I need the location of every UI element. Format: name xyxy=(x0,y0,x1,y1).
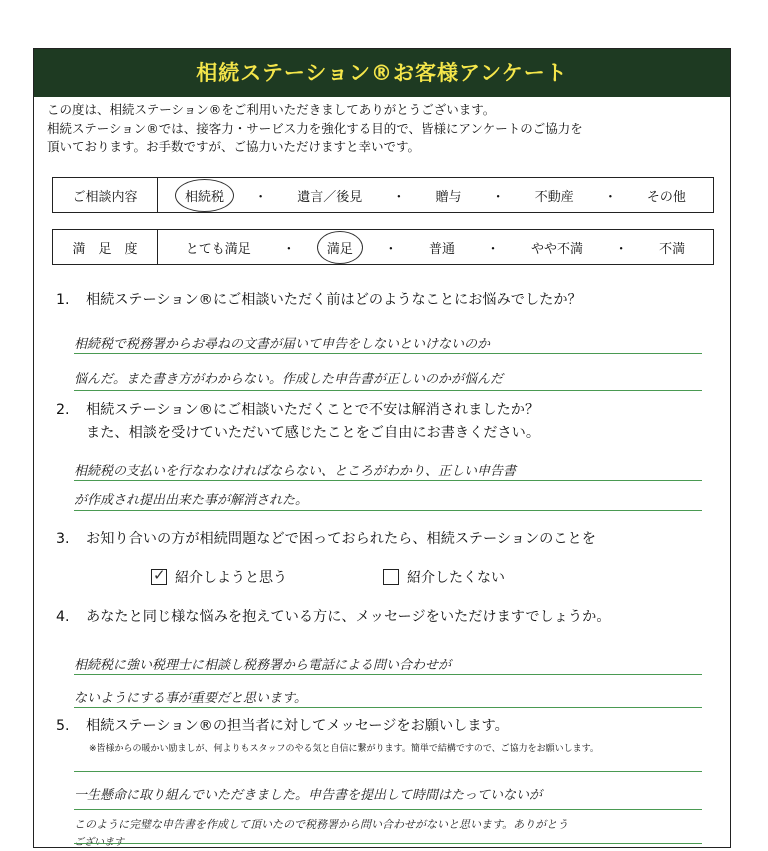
separator-dot: ・ xyxy=(603,189,617,205)
answer-rule xyxy=(74,353,702,354)
choice-not-recommend[interactable] xyxy=(383,567,505,587)
choice-not-recommend-label: 紹介したくない xyxy=(407,570,505,586)
answer-rule xyxy=(74,390,702,391)
answer-rule xyxy=(74,674,702,675)
answer-1-line-2[interactable]: 悩んだ。また書き方がわからない。作成した申告書が正しいのかが悩んだ xyxy=(74,372,504,387)
question-4 xyxy=(56,606,726,629)
option-neutral[interactable]: 普通 xyxy=(428,241,455,257)
intro-text xyxy=(47,101,722,157)
intro-line: この度は、相続ステーション®をご利用いただきましてありがとうございます。 xyxy=(47,102,496,117)
answer-rule xyxy=(74,480,702,481)
question-text: 相続ステーション®にご相談いただく前はどのようなことにお悩みでしたか？ xyxy=(86,292,582,308)
answer-1-line-1[interactable]: 相続税で税務署からお尋ねの文書が届いて申告をしないといけないのか xyxy=(74,337,491,352)
question-number: 3. xyxy=(56,531,70,547)
option-dissatisfied[interactable]: 不満 xyxy=(659,241,686,257)
intro-line: 頂いております。お手数ですが、ご協力いただけますと幸いです。 xyxy=(47,139,421,154)
choice-recommend[interactable] xyxy=(151,567,287,587)
option-will[interactable]: 遺言／後見 xyxy=(297,189,363,205)
separator-dot: ・ xyxy=(486,241,500,257)
question-3 xyxy=(56,528,726,551)
separator-dot: ・ xyxy=(282,241,296,257)
consultation-type-row xyxy=(52,177,714,213)
answer-4-line-2[interactable]: ないようにする事が重要だと思います。 xyxy=(74,691,307,706)
option-real-estate[interactable]: 不動産 xyxy=(534,189,574,205)
question-text-continued: また、相談を受けていただいて感じたことをご自由にお書きください。 xyxy=(86,425,541,441)
survey-form xyxy=(33,48,731,848)
answer-rule xyxy=(74,510,702,511)
separator-dot: ・ xyxy=(254,189,268,205)
answer-rule xyxy=(74,809,702,810)
question-5 xyxy=(56,715,726,738)
question-number: 2. xyxy=(56,402,70,418)
option-gift[interactable]: 贈与 xyxy=(435,189,462,205)
answer-5-line-3[interactable]: ございます xyxy=(74,837,124,848)
option-very-satisfied[interactable]: とても満足 xyxy=(185,241,251,257)
question-number: 4. xyxy=(56,609,70,625)
satisfaction-label: 満 足 度 xyxy=(53,230,158,264)
question-2 xyxy=(56,399,726,445)
separator-dot: ・ xyxy=(392,189,406,205)
option-inheritance-tax[interactable]: 相続税 xyxy=(181,184,228,207)
answer-2-line-2[interactable]: が作成され提出出来た事が解消された。 xyxy=(74,493,309,508)
question-text: 相続ステーション®の担当者に対してメッセージをお願いします。 xyxy=(86,718,509,734)
question-5-note: ※皆様からの暖かい励ましが、何よりもスタッフのやる気と自信に繋がります。簡単で結構ですので、ご協力をお願いします。 xyxy=(89,744,599,754)
answer-rule xyxy=(74,707,702,708)
question-1 xyxy=(56,289,726,312)
choice-recommend-label: 紹介しようと思う xyxy=(175,570,287,586)
question-text: 相続ステーション®にご相談いただくことで不安は解消されましたか？ xyxy=(86,402,540,418)
question-number: 5. xyxy=(56,718,70,734)
answer-2-line-1[interactable]: 相続税の支払いを行なわなければならない、ところがわかり、正しい申告書 xyxy=(74,464,517,479)
answer-rule xyxy=(74,843,702,844)
question-number: 1. xyxy=(56,292,70,308)
question-text: あなたと同じ様な悩みを抱えている方に、メッセージをいただけますでしょうか。 xyxy=(86,609,611,625)
option-somewhat-dissatisfied[interactable]: やや不満 xyxy=(531,241,584,257)
answer-4-line-1[interactable]: 相続税に強い税理士に相談し税務署から電話による問い合わせが xyxy=(74,658,452,673)
consultation-label: ご相談内容 xyxy=(53,178,158,212)
satisfaction-row xyxy=(52,229,714,265)
option-other[interactable]: その他 xyxy=(646,189,686,205)
survey-title: 相続ステーション®お客様アンケート xyxy=(34,49,730,97)
question-text: お知り合いの方が相続問題などで困っておられたら、相続ステーションのことを xyxy=(86,531,596,547)
option-satisfied[interactable]: 満足 xyxy=(323,236,357,259)
answer-5-line-2[interactable]: このように完璧な申告書を作成して頂いたので税務署から問い合わせがないと思います。ありがとう xyxy=(74,818,569,831)
intro-line: 相続ステーション®では、接客力・サービス力を強化する目的で、皆様にアンケートのご協力を xyxy=(47,120,583,136)
separator-dot: ・ xyxy=(491,189,505,205)
separator-dot: ・ xyxy=(384,241,398,257)
answer-rule xyxy=(74,771,702,772)
checkbox-recommend[interactable] xyxy=(151,569,167,585)
answer-5-line-1[interactable]: 一生懸命に取り組んでいただきました。申告書を提出して時間はたっていないが xyxy=(74,788,543,803)
separator-dot: ・ xyxy=(614,241,628,257)
checkbox-not-recommend[interactable] xyxy=(383,569,399,585)
